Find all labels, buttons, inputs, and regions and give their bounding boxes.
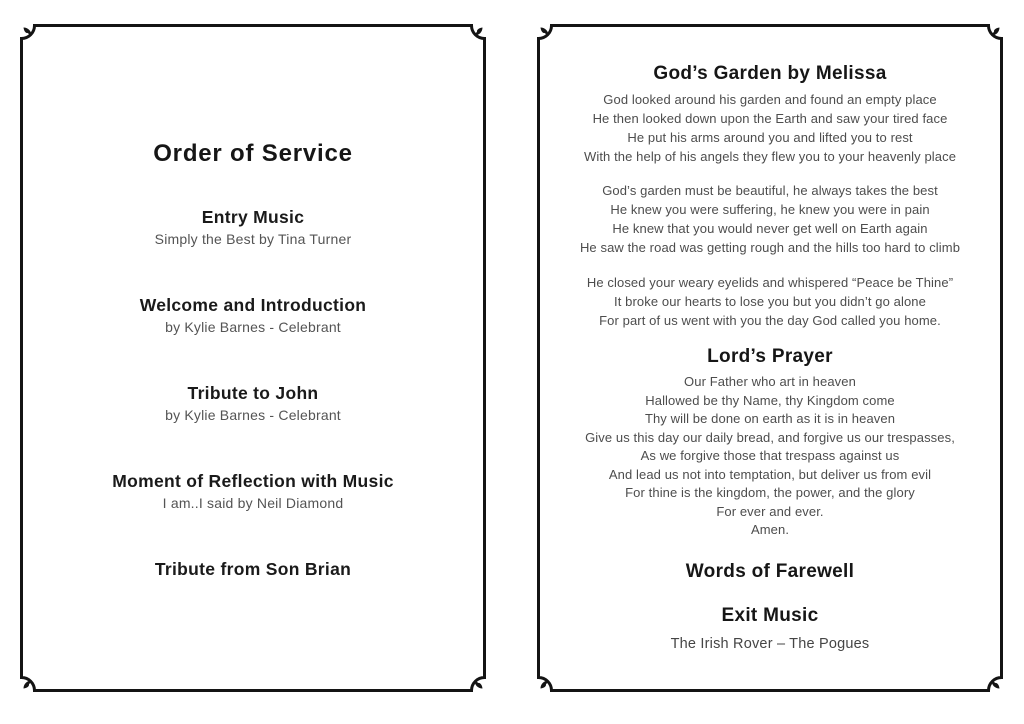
prayer-line: Thy will be done on earth as it is in heaven [644,411,896,426]
prayer-line: For thine is the kingdom, the power, and the glory [625,485,915,500]
service-item-welcome [23,293,483,337]
prayer-line: And lead us not into temptation, but deliver us from evil [608,466,932,482]
service-item-heading: Tribute from Son Brian [154,559,352,579]
prayer-line: Amen. [750,522,790,537]
poem-line: He knew you were suffering, he knew you were in pain [610,202,930,217]
page-left [20,24,486,692]
page-right [537,24,1003,692]
service-item-heading: Welcome and Introduction [139,295,367,315]
service-item-detail: by Kylie Barnes - Celebrant [165,407,341,423]
poem-line: He knew that you would never get well on Earth again [612,221,928,236]
poem-stanza-1 [540,90,1000,166]
service-item-detail: by Kylie Barnes - Celebrant [165,319,341,335]
poem-line: For part of us went with you the day God called you home. [599,313,941,328]
exit-music-heading: Exit Music [721,604,819,626]
service-item-heading: Tribute to John [187,383,319,403]
poem-line: He saw the road was getting rough and the hills too hard to climb [579,240,961,255]
prayer-line: Hallowed be thy Name, thy Kingdom come [645,392,895,408]
prayer-line: Our Father who art in heaven [684,374,856,389]
prayer-line: As we forgive those that trespass against us [640,448,900,463]
poem-line: He then looked down upon the Earth and saw your tired face [592,111,948,126]
poem-line: He closed your weary eyelids and whispered “Peace be Thine” [586,275,954,290]
page-right-content [540,27,1000,689]
service-item-heading: Moment of Reflection with Music [112,471,394,491]
service-item-entry-music [23,205,483,249]
service-item-detail: I am..I said by Neil Diamond [162,495,344,511]
poem-line: With the help of his angels they flew you to your heavenly place [583,149,957,164]
exit-music-detail: The Irish Rover – The Pogues [670,635,870,652]
poem-line: God’s garden must be beautiful, he always takes the best [602,183,938,198]
poem-heading: God’s Garden by Melissa [653,63,887,84]
page-left-content [23,27,483,689]
service-item-list [23,205,483,581]
prayer-heading: Lord’s Prayer [707,346,833,367]
farewell-heading: Words of Farewell [685,560,855,582]
poem-stanza-2 [540,181,1000,257]
prayer-line: Give us this day our daily bread, and forgive us our trespasses, [585,429,955,445]
poem-line: It broke our hearts to lose you but you didn’t go alone [614,294,926,309]
prayer-line: For ever and ever. [716,503,824,519]
service-item-detail: Simply the Best by Tina Turner [154,231,352,247]
poem-stanza-3 [540,273,1000,330]
prayer-lines [540,373,1000,540]
service-item-tribute-john [23,381,483,425]
service-item-tribute-brian [23,557,483,581]
poem-line: He put his arms around you and lifted you to rest [627,130,913,145]
page-title: Order of Service [153,140,353,167]
service-item-heading: Entry Music [201,207,305,227]
poem-line: God looked around his garden and found an empty place [603,92,937,107]
service-item-reflection [23,469,483,513]
